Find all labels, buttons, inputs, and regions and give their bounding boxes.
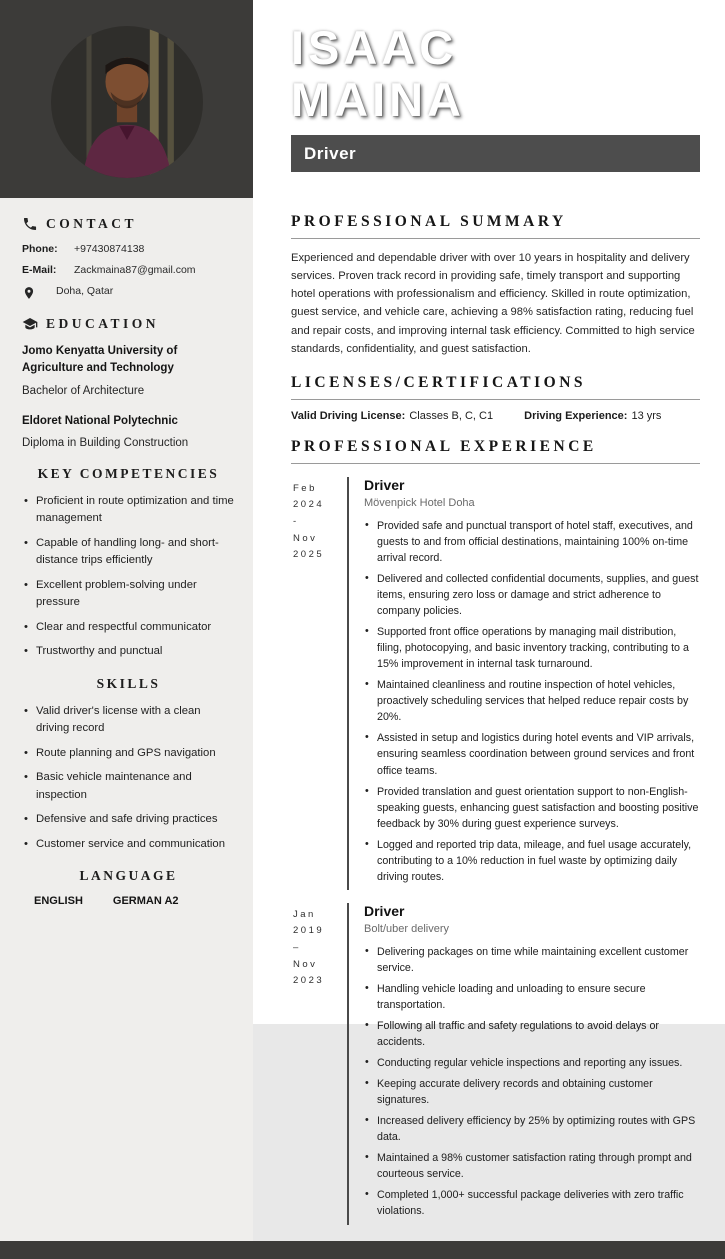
summary-text: Experienced and dependable driver with over 10 years in hospitality and delivery services. Proven track record in providing safe, timely transport and supporting hotel operations with professionalism and efficiency. Skilled in route optimization, guest service, and vehicle care, achieving a 98% satisfaction rating, reducing fuel and repair costs, and improving internal task efficiency. Committed to high service standards, confidentiality, and guest satisfaction. bbox=[291, 252, 695, 355]
list-item: • Clear and respectful communicator bbox=[22, 619, 235, 637]
profile-photo-placeholder bbox=[51, 26, 203, 178]
school-name: Jomo Kenyatta University of Agriculture and Technology bbox=[22, 345, 178, 375]
licenses-section bbox=[291, 374, 700, 422]
contact-heading-text: CONTACT bbox=[46, 216, 138, 231]
first-name: ISAAC bbox=[291, 21, 458, 74]
language-item: GERMAN A2 bbox=[112, 895, 179, 908]
header bbox=[0, 0, 725, 198]
degree-name: Bachelor of Architecture bbox=[22, 384, 145, 397]
license-value: Classes B, C, C1 bbox=[409, 409, 494, 422]
experience-entry bbox=[291, 477, 700, 890]
key-competencies-heading: KEY COMPETENCIES bbox=[37, 465, 220, 481]
skills-heading: SKILLS bbox=[96, 675, 161, 691]
bullet-item: • Conducting regular vehicle inspections and reporting any issues. bbox=[364, 1055, 700, 1071]
footer-bar bbox=[0, 1241, 725, 1259]
contact-phone-row bbox=[22, 243, 235, 255]
date-line: – bbox=[293, 942, 301, 954]
bullet-item: • Assisted in setup and logistics during hotel events and VIP arrivals, ensuring seamless coordination between ground services and front office teams. bbox=[364, 730, 700, 778]
education-entry bbox=[22, 343, 235, 399]
list-item: • Proficient in route optimization and time management bbox=[22, 493, 235, 528]
bullet-item: • Provided translation and guest orientation support to non-English-speaking guests, enhancing guest satisfaction and boosting positive feedback by 30% during guest experience surveys. bbox=[364, 784, 700, 832]
photo-container bbox=[0, 0, 253, 198]
location-value: Doha, Qatar bbox=[56, 285, 114, 297]
professional-experience-section bbox=[291, 438, 700, 1225]
job-date-range bbox=[291, 903, 347, 1225]
email-label: E-Mail: bbox=[22, 264, 57, 276]
phone-icon bbox=[22, 216, 38, 232]
contact-section bbox=[22, 216, 235, 301]
list-item: • Customer service and communication bbox=[22, 836, 235, 854]
bullet-item: • Supported front office operations by managing mail distribution, filing, photocopying, and basic inventory tracking, contributing to a 15% improvement in internal task turnaround. bbox=[364, 624, 700, 672]
job-body bbox=[347, 903, 700, 1225]
school-name: Eldoret National Polytechnic bbox=[22, 414, 178, 427]
graduation-cap-icon bbox=[22, 316, 38, 332]
date-line: 2019 bbox=[293, 925, 325, 937]
candidate-name bbox=[291, 22, 700, 125]
job-title-bar bbox=[291, 135, 700, 172]
contact-heading bbox=[22, 216, 235, 232]
last-name: MAINA bbox=[291, 72, 466, 126]
bullet-item: • Delivered and collected confidential documents, supplies, and guest items, ensuring zero loss or damage and strict adherence to company policies. bbox=[364, 571, 700, 619]
bullet-item: • Delivering packages on time while maintaining excellent customer service. bbox=[364, 944, 700, 976]
date-line: 2023 bbox=[293, 975, 325, 987]
education-heading bbox=[22, 316, 235, 332]
bullet-item: • Maintained cleanliness and routine inspection of hotel vehicles, proactively scheduling services that helped reduce repair costs by 20%. bbox=[364, 677, 700, 725]
job-title: Driver bbox=[364, 476, 405, 493]
bullet-item: • Handling vehicle loading and unloading to ensure secure transportation. bbox=[364, 981, 700, 1013]
experience-heading: PROFESSIONAL EXPERIENCE bbox=[291, 438, 700, 464]
job-title: Driver bbox=[364, 902, 405, 919]
bullet-item: • Maintained a 98% customer satisfaction rating through prompt and courteous service. bbox=[364, 1150, 700, 1182]
education-heading-text: EDUCATION bbox=[46, 316, 160, 331]
phone-value: +97430874138 bbox=[74, 243, 145, 255]
skills-list bbox=[22, 703, 235, 854]
main-content bbox=[253, 198, 725, 1241]
job-bullet-list bbox=[364, 518, 700, 885]
list-item: • Excellent problem-solving under pressure bbox=[22, 577, 235, 612]
job-date-range bbox=[291, 477, 347, 890]
education-entry bbox=[22, 413, 235, 451]
phone-label: Phone: bbox=[22, 243, 58, 255]
header-name-block bbox=[253, 0, 725, 198]
language-list bbox=[22, 895, 235, 907]
list-item: • Defensive and safe driving practices bbox=[22, 811, 235, 829]
bullet-item: • Logged and reported trip data, mileage, and fuel usage accurately, contributing to a 10% reduction in fuel waste by optimizing daily driving routes. bbox=[364, 837, 700, 885]
email-value: Zackmaina87@gmail.com bbox=[74, 264, 196, 276]
list-item: • Valid driver's license with a clean driving record bbox=[22, 703, 235, 738]
job-title: Driver bbox=[304, 143, 357, 163]
key-competencies-section bbox=[22, 466, 235, 661]
job-company: Mövenpick Hotel Doha bbox=[364, 496, 475, 509]
date-line: 2024 bbox=[293, 499, 325, 511]
contact-location-row bbox=[22, 285, 235, 301]
date-line: Jan bbox=[293, 908, 316, 920]
bullet-item: • Increased delivery efficiency by 25% by optimizing routes with GPS data. bbox=[364, 1113, 700, 1145]
summary-heading: PROFESSIONAL SUMMARY bbox=[291, 213, 700, 239]
skills-section bbox=[22, 676, 235, 854]
language-heading: LANGUAGE bbox=[79, 868, 178, 884]
education-section bbox=[22, 316, 235, 451]
bullet-item: • Provided safe and punctual transport of hotel staff, executives, and guests to and from official destinations, maintaining 100% on-time arrival record. bbox=[364, 518, 700, 566]
bullet-item: • Keeping accurate delivery records and obtaining customer signatures. bbox=[364, 1076, 700, 1108]
date-line: 2025 bbox=[293, 549, 325, 561]
driving-experience-item bbox=[524, 410, 661, 422]
list-item: • Capable of handling long- and short-distance trips efficiently bbox=[22, 535, 235, 570]
sidebar bbox=[0, 198, 253, 1241]
experience-label: Driving Experience: bbox=[524, 409, 628, 422]
date-line: Nov bbox=[293, 958, 318, 970]
license-row bbox=[291, 410, 700, 422]
degree-name: Diploma in Building Construction bbox=[22, 436, 189, 449]
list-item: • Route planning and GPS navigation bbox=[22, 745, 235, 763]
licenses-heading: LICENSES/CERTIFICATIONS bbox=[291, 374, 700, 400]
list-item: • Trustworthy and punctual bbox=[22, 643, 235, 661]
professional-summary-section bbox=[291, 213, 700, 358]
license-label: Valid Driving License: bbox=[291, 409, 406, 422]
date-line: Feb bbox=[293, 482, 317, 494]
experience-value: 13 yrs bbox=[631, 409, 662, 422]
driving-license-item bbox=[291, 410, 524, 422]
bullet-item: • Following all traffic and safety regulations to avoid delays or accidents. bbox=[364, 1018, 700, 1050]
language-section bbox=[22, 868, 235, 907]
key-competencies-list bbox=[22, 493, 235, 661]
job-bullet-list bbox=[364, 944, 700, 1220]
job-body bbox=[347, 477, 700, 890]
contact-email-row bbox=[22, 264, 235, 276]
bullet-item: • Completed 1,000+ successful package deliveries with zero traffic violations. bbox=[364, 1187, 700, 1219]
location-pin-icon bbox=[22, 285, 36, 301]
list-item: • Basic vehicle maintenance and inspection bbox=[22, 769, 235, 804]
date-line: - bbox=[293, 516, 299, 528]
language-item: ENGLISH bbox=[34, 895, 83, 908]
job-company: Bolt/uber delivery bbox=[364, 922, 449, 935]
date-line: Nov bbox=[293, 532, 318, 544]
experience-entry bbox=[291, 903, 700, 1225]
profile-photo bbox=[51, 26, 203, 178]
